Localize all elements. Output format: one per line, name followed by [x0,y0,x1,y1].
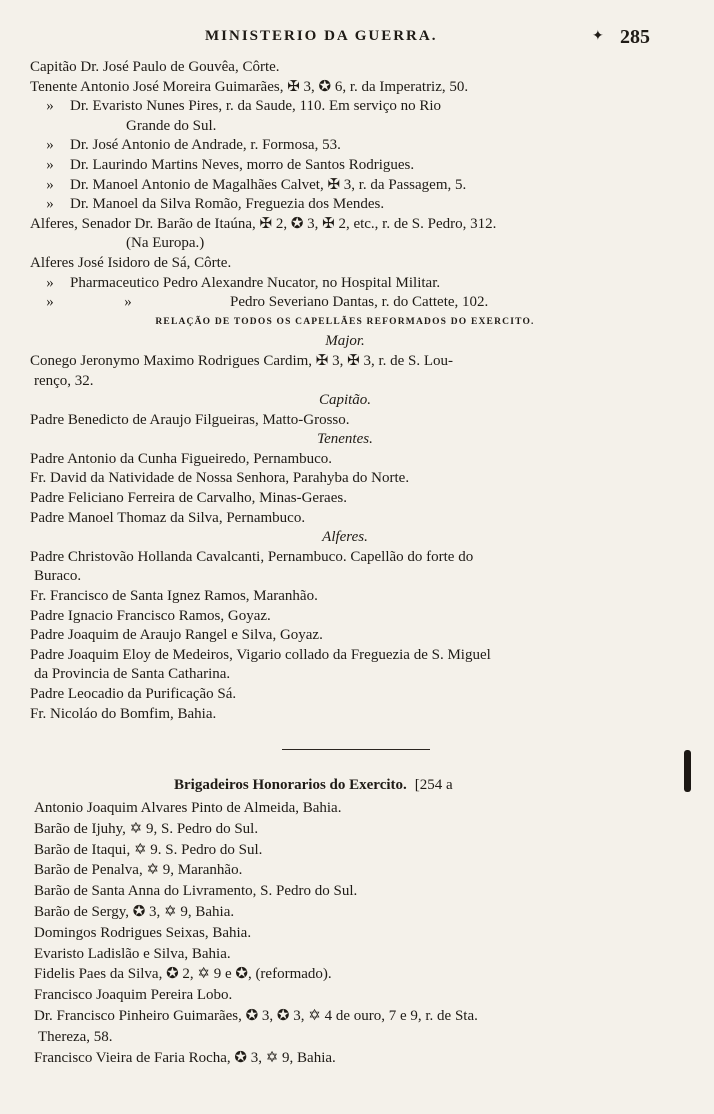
line-text: Tenente Antonio José Moreira Guimarães, ✠ 3, ✪ 6, r. da Imperatriz, 50. [30,78,469,95]
chaplain-entry [30,587,660,607]
chaplain-entry [30,567,660,587]
line-text: Barão de Penalva, ✡ 9, Maranhão. [34,862,243,879]
officer-entry [30,176,660,196]
ditto-mark: » [46,196,54,213]
brigadeiros-ref: [254 a [414,777,453,793]
line-text: Padre Manoel Thomaz da Silva, Pernambuco. [30,509,306,526]
page-title: MINISTERIO DA GUERRA. [205,28,438,44]
chaplain-entry [30,411,660,431]
brigadeiro-entry [34,1006,664,1027]
brigadeiro-entry [34,1027,664,1048]
brigadeiro-entry [34,881,664,902]
rank-heading: Alferes. [322,529,368,546]
officer-entry [30,254,660,274]
chaplain-entry [30,607,660,627]
line-text: Padre Christovão Hollanda Cavalcanti, Pernambuco. Capellão do forte do [30,548,474,565]
line-text: (Na Europa.) [126,235,205,252]
chaplain-entry [30,626,660,646]
line-text: Padre Antonio da Cunha Figueiredo, Pernambuco. [30,450,333,467]
ditto-mark: » [124,294,132,311]
brigadeiro-entry [34,985,664,1006]
line-text: da Provincia de Santa Catharina. [34,666,231,683]
ditto-mark: » [46,274,54,291]
running-header [0,26,714,50]
line-text: Francisco Vieira de Faria Rocha, ✪ 3, ✡ 9, Bahia. [34,1049,336,1066]
page-number: 285 [620,26,650,48]
line-text: Dr. Evaristo Nunes Pires, r. da Saude, 110. Em serviço no Rio [70,98,442,115]
line-text: Fidelis Paes da Silva, ✪ 2, ✡ 9 e ✪, (reformado). [34,966,332,983]
line-text: Fr. Francisco de Santa Ignez Ramos, Maranhão. [30,588,318,605]
line-text: Barão de Santa Anna do Livramento, S. Pedro do Sul. [34,883,358,900]
chaplain-entry [30,548,660,568]
officer-entry [30,156,660,176]
line-text: renço, 32. [34,372,94,389]
brigadeiro-entry [34,860,664,881]
line-text: Padre Leocadio da Purificação Sá. [30,686,237,702]
brigadeiro-entry [34,840,664,861]
officer-entry [30,117,660,137]
line-text: Grande do Sul. [126,117,217,134]
officer-entry [30,274,660,294]
line-text: Dr. Francisco Pinheiro Guimarães, ✪ 3, ✪ 3, ✡ 4 de ouro, 7 e 9, r. de Sta. [34,1007,478,1024]
brigadeiro-entry [34,798,664,819]
ditto-mark: » [46,156,54,173]
chaplain-entry [30,509,660,529]
brigadeiro-entry [34,944,664,965]
ditto-mark: » [46,137,54,154]
chaplain-entry [30,489,660,509]
line-text: Capitão Dr. José Paulo de Gouvêa, Côrte. [30,59,280,75]
chaplain-entry [30,352,660,372]
line-text: Domingos Rodrigues Seixas, Bahia. [34,924,252,941]
brigadeiros-title: Brigadeiros Honorarios do Exercito. [174,777,407,793]
brigadeiro-entry [34,964,664,985]
line-text: Fr. David da Natividade de Nossa Senhora, Parahyba do Norte. [30,470,410,487]
chaplain-entry [30,469,660,489]
line-text: Thereza, 58. [38,1028,113,1045]
line-text: Conego Jeronymo Maximo Rodrigues Cardim, ✠ 3, ✠ 3, r. de S. Lou- [30,352,454,369]
line-text: Antonio Joaquim Alvares Pinto de Almeida, Bahia. [34,800,342,816]
line-text: Alferes, Senador Dr. Barão de Itaúna, ✠ 2, ✪ 3, ✠ 2, etc., r. de S. Pedro, 312. [30,215,497,232]
line-text: Barão de Itaqui, ✡ 9. S. Pedro do Sul. [34,841,263,858]
brigadeiro-entry [34,923,664,944]
line-text: Francisco Joaquim Pereira Lobo. [34,987,233,1004]
chaplain-entry [30,665,660,685]
rank-heading: Capitão. [318,392,372,409]
officer-entry [30,58,660,78]
officers-list [30,58,660,724]
line-text: Evaristo Ladislão e Silva, Bahia. [34,945,231,962]
chaplain-entry [30,450,660,470]
line-text: Dr. Laurindo Martins Neves, morro de Santos Rodrigues. [70,156,415,173]
section-divider [282,749,430,750]
officer-entry [30,195,660,215]
line-text: Padre Benedicto de Araujo Filgueiras, Matto-Grosso. [30,411,350,428]
line-text: Fr. Nicoláo do Bomfim, Bahia. [30,705,217,722]
line-text: Padre Ignacio Francisco Ramos, Goyaz. [30,607,271,624]
line-text: Barão de Sergy, ✪ 3, ✡ 9, Bahia. [34,903,235,920]
ditto-mark: » [46,294,54,311]
officer-entry [30,78,660,98]
chaplain-entry [30,372,660,392]
chaplains-heading: RELAÇÃO DE TODOS OS CAPELLÃES REFORMADOS DO EXERCITO. [155,316,535,327]
rank-heading: Tenentes. [317,431,373,448]
officer-entry [30,293,660,313]
brigadeiro-entry [34,902,664,923]
brigadeiros-heading [34,772,664,798]
line-text: Pedro Severiano Dantas, r. do Cattete, 102. [230,294,489,311]
brigadeiros-list [34,798,664,1068]
rank-heading: Major. [325,333,365,350]
line-text: Barão de Ijuhy, ✡ 9, S. Pedro do Sul. [34,820,259,837]
officer-entry [30,215,660,235]
line-text: Dr. Manoel Antonio de Magalhães Calvet, ✠ 3, r. da Passagem, 5. [70,176,467,193]
officer-entry [30,136,660,156]
ornament-icon: ✦ [592,28,604,44]
line-text: Padre Joaquim de Araujo Rangel e Silva, Goyaz. [30,627,323,644]
chaplain-entry [30,646,660,666]
line-text: Padre Feliciano Ferreira de Carvalho, Minas-Geraes. [30,490,347,507]
officer-entry [30,234,660,254]
brigadeiro-entry [34,819,664,840]
line-text: Buraco. [34,568,82,585]
line-text: Dr. Manoel da Silva Romão, Freguezia dos Mendes. [70,196,385,213]
chaplain-entry [30,685,660,705]
ditto-mark: » [46,176,54,193]
officer-entry [30,97,660,117]
brigadeiros-section [34,772,664,1068]
ditto-mark: » [46,98,54,115]
chaplain-entry [30,705,660,725]
line-text: Padre Joaquim Eloy de Medeiros, Vigario collado da Freguezia de S. Miguel [30,646,491,663]
line-text: Pharmaceutico Pedro Alexandre Nucator, no Hospital Militar. [70,274,441,291]
line-text: Alferes José Isidoro de Sá, Côrte. [30,254,232,271]
brigadeiro-entry [34,1048,664,1069]
line-text: Dr. José Antonio de Andrade, r. Formosa, 53. [70,137,341,154]
page-edge-mark [684,750,691,792]
